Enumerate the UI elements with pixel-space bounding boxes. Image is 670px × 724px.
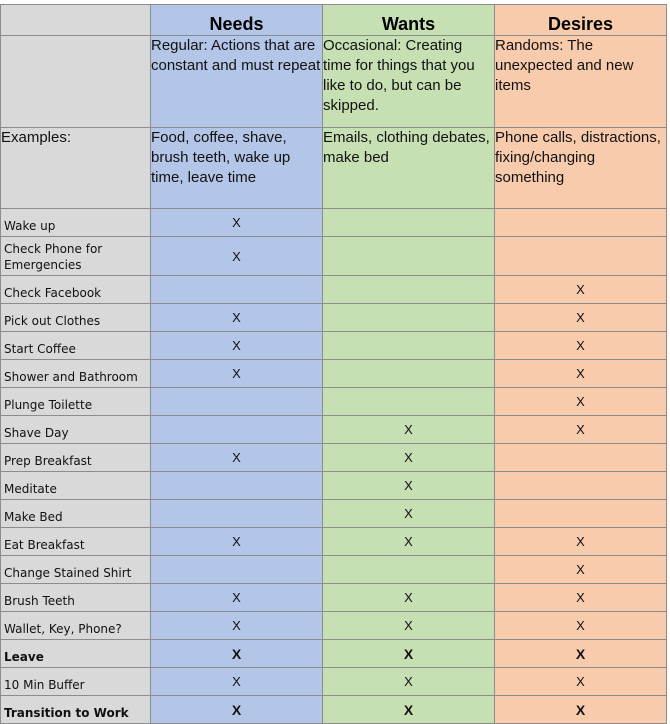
wants-mark-cell: [323, 388, 495, 416]
desires-mark-cell: X: [495, 528, 667, 556]
activity-name: Meditate: [1, 472, 151, 500]
definition-label-cell: [1, 36, 151, 128]
table-row: [1, 528, 667, 556]
needs-mark-cell: [151, 556, 323, 584]
needs-mark-cell: X: [151, 584, 323, 612]
table-row: [1, 209, 667, 237]
wants-mark-cell: X: [323, 668, 495, 696]
activity-name: Plunge Toilette: [1, 388, 151, 416]
desires-mark-cell: X: [495, 584, 667, 612]
examples-row: [1, 128, 667, 209]
wants-mark-cell: X: [323, 444, 495, 472]
table-row: [1, 304, 667, 332]
desires-mark-cell: X: [495, 304, 667, 332]
wants-mark-cell: X: [323, 612, 495, 640]
routine-matrix-table: [0, 4, 667, 724]
desires-mark-cell: X: [495, 276, 667, 304]
table-row: [1, 444, 667, 472]
definition-desires: Randoms: The unexpected and new items: [495, 36, 667, 128]
needs-mark-cell: [151, 416, 323, 444]
table-row: [1, 612, 667, 640]
activity-name: Brush Teeth: [1, 584, 151, 612]
wants-mark-cell: [323, 556, 495, 584]
definition-needs: Regular: Actions that are constant and must repeat: [151, 36, 323, 128]
examples-wants: Emails, clothing debates, make bed: [323, 128, 495, 209]
table-row: [1, 360, 667, 388]
needs-mark-cell: [151, 472, 323, 500]
wants-mark-cell: [323, 209, 495, 237]
desires-mark-cell: X: [495, 332, 667, 360]
table-row: [1, 640, 667, 668]
needs-mark-cell: X: [151, 444, 323, 472]
definition-wants: Occasional: Creating time for things that you like to do, but can be skipped.: [323, 36, 495, 128]
activity-name: Change Stained Shirt: [1, 556, 151, 584]
needs-mark-cell: X: [151, 612, 323, 640]
wants-mark-cell: [323, 360, 495, 388]
table-row: [1, 237, 667, 276]
table-row: [1, 696, 667, 724]
wants-mark-cell: X: [323, 696, 495, 724]
needs-mark-cell: X: [151, 696, 323, 724]
needs-mark-cell: X: [151, 237, 323, 276]
activity-name: Pick out Clothes: [1, 304, 151, 332]
desires-mark-cell: [495, 444, 667, 472]
table-row: [1, 584, 667, 612]
wants-mark-cell: X: [323, 500, 495, 528]
header-row: [1, 5, 667, 36]
wants-mark-cell: [323, 237, 495, 276]
needs-mark-cell: X: [151, 668, 323, 696]
examples-desires: Phone calls, distractions, fixing/changing something: [495, 128, 667, 209]
wants-mark-cell: X: [323, 640, 495, 668]
desires-mark-cell: X: [495, 416, 667, 444]
needs-mark-cell: X: [151, 209, 323, 237]
activity-name: Prep Breakfast: [1, 444, 151, 472]
column-header-desires: Desires: [495, 5, 667, 36]
activity-name: Check Phone for Emergencies: [1, 237, 151, 276]
definition-row: [1, 36, 667, 128]
wants-mark-cell: X: [323, 416, 495, 444]
desires-mark-cell: [495, 209, 667, 237]
activity-name: Eat Breakfast: [1, 528, 151, 556]
examples-label: Examples:: [1, 128, 151, 209]
activity-name: Wake up: [1, 209, 151, 237]
wants-mark-cell: [323, 304, 495, 332]
examples-needs: Food, coffee, shave, brush teeth, wake up time, leave time: [151, 128, 323, 209]
table-row: [1, 668, 667, 696]
desires-mark-cell: X: [495, 640, 667, 668]
wants-mark-cell: [323, 276, 495, 304]
wants-mark-cell: X: [323, 472, 495, 500]
desires-mark-cell: X: [495, 612, 667, 640]
needs-mark-cell: [151, 276, 323, 304]
table-row: [1, 276, 667, 304]
activity-name: Leave: [1, 640, 151, 668]
column-header-needs: Needs: [151, 5, 323, 36]
table-row: [1, 472, 667, 500]
needs-mark-cell: [151, 500, 323, 528]
table-row: [1, 556, 667, 584]
needs-mark-cell: X: [151, 304, 323, 332]
wants-mark-cell: [323, 332, 495, 360]
needs-mark-cell: [151, 388, 323, 416]
activity-name: Make Bed: [1, 500, 151, 528]
wants-mark-cell: X: [323, 584, 495, 612]
table-row: [1, 332, 667, 360]
table-body: [1, 5, 667, 724]
desires-mark-cell: X: [495, 360, 667, 388]
needs-mark-cell: X: [151, 640, 323, 668]
needs-mark-cell: X: [151, 332, 323, 360]
activity-name: Shower and Bathroom: [1, 360, 151, 388]
table-row: [1, 388, 667, 416]
needs-mark-cell: X: [151, 528, 323, 556]
column-header-wants: Wants: [323, 5, 495, 36]
wants-mark-cell: X: [323, 528, 495, 556]
activity-name: Check Facebook: [1, 276, 151, 304]
desires-mark-cell: X: [495, 388, 667, 416]
desires-mark-cell: [495, 500, 667, 528]
activity-name: Transition to Work: [1, 696, 151, 724]
desires-mark-cell: X: [495, 696, 667, 724]
table-row: [1, 500, 667, 528]
desires-mark-cell: [495, 237, 667, 276]
desires-mark-cell: X: [495, 556, 667, 584]
desires-mark-cell: [495, 472, 667, 500]
desires-mark-cell: X: [495, 668, 667, 696]
activity-name: Wallet, Key, Phone?: [1, 612, 151, 640]
activity-name: 10 Min Buffer: [1, 668, 151, 696]
activity-name: Shave Day: [1, 416, 151, 444]
table-row: [1, 416, 667, 444]
activity-name: Start Coffee: [1, 332, 151, 360]
needs-mark-cell: X: [151, 360, 323, 388]
corner-cell: [1, 5, 151, 36]
